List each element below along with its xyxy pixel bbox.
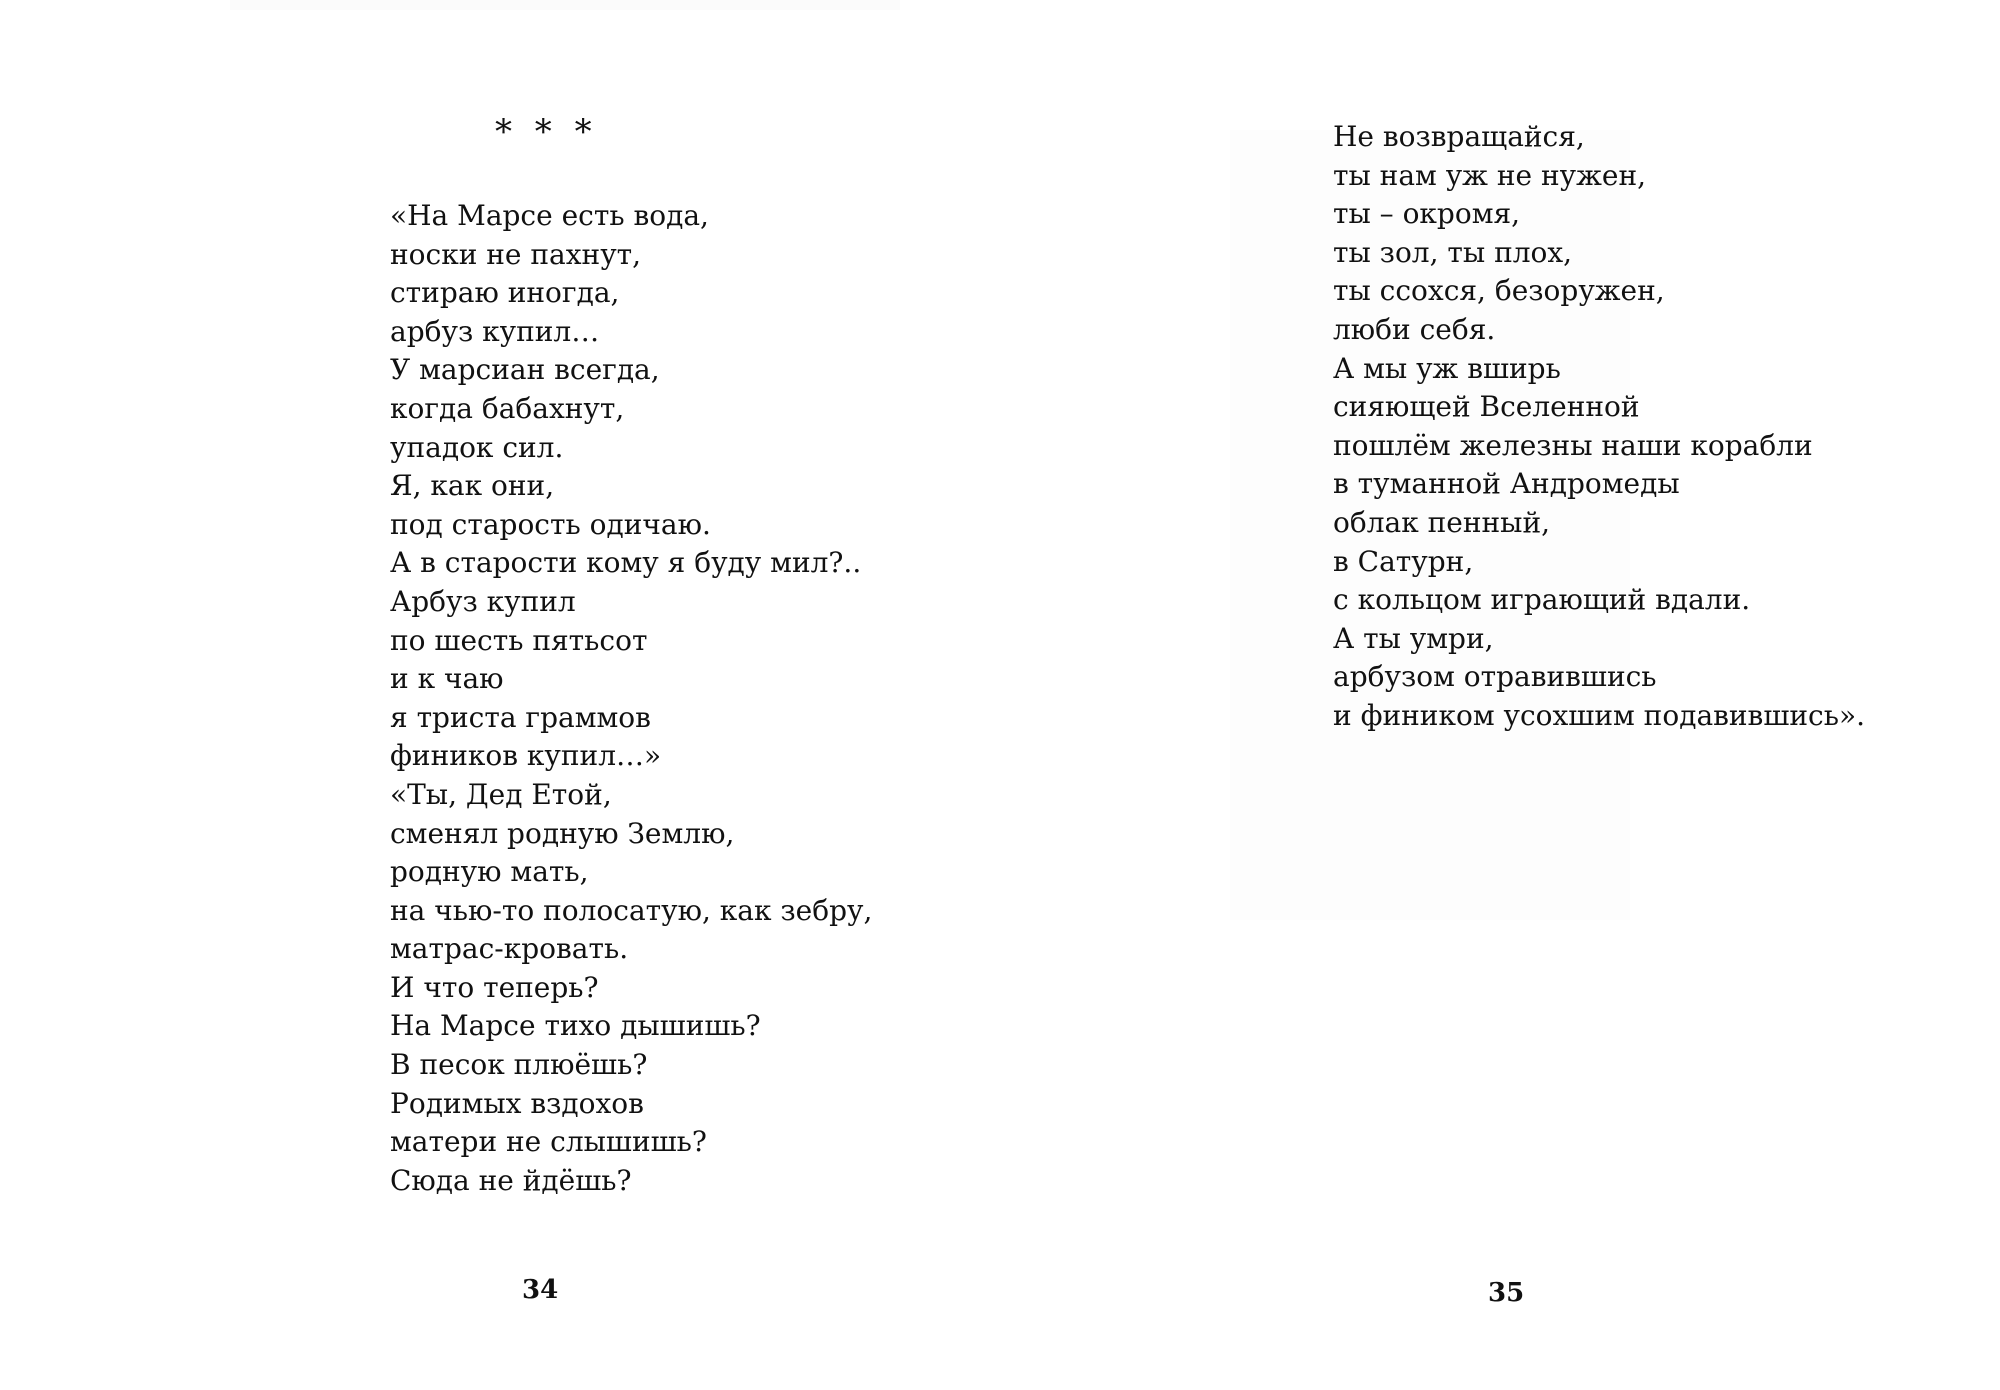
poem-line: в туманной Андромеды — [1333, 467, 1680, 501]
poem-line: ты – окромя, — [1333, 197, 1521, 231]
poem-line: арбуз купил… — [390, 314, 600, 348]
poem-line: А мы уж вширь — [1333, 351, 1561, 385]
poem-line: фиников купил…» — [390, 739, 662, 773]
poem-line: и фиником усохшим подавившись». — [1333, 698, 1865, 732]
poem-line: И что теперь? — [390, 970, 599, 1004]
poem-line: сияющей Вселенной — [1333, 390, 1640, 424]
page-number-right: 35 — [1488, 1278, 1525, 1308]
poem-line: пошлём железны наши корабли — [1333, 428, 1813, 462]
poem-left — [390, 197, 872, 1200]
poem-line: матрас-кровать. — [390, 932, 629, 966]
poem-line: У марсиан всегда, — [390, 353, 660, 387]
poem-line: с кольцом играющий вдали. — [1333, 583, 1751, 617]
poem-line: А в старости кому я буду мил?.. — [390, 546, 862, 580]
poem-line: Я, как они, — [390, 469, 555, 503]
poem-line: когда бабахнут, — [390, 391, 625, 425]
poem-line: Не возвращайся, — [1333, 120, 1585, 153]
poem-line: сменял родную Землю, — [390, 816, 735, 850]
poem-line: ты зол, ты плох, — [1333, 235, 1573, 269]
poem-line: арбузом отравившись — [1333, 660, 1657, 694]
poem-line: матери не слышишь? — [390, 1125, 707, 1159]
poem-line: я триста граммов — [390, 700, 651, 734]
poem-line: «На Марсе есть вода, — [390, 199, 709, 232]
poem-line: по шесть пятьсот — [390, 623, 648, 657]
poem-line: и к чаю — [390, 662, 504, 696]
section-separator: * * * — [495, 112, 598, 152]
right-page — [1000, 0, 2000, 1390]
poem-line: На Марсе тихо дышишь? — [390, 1009, 761, 1043]
poem-line: носки не пахнут, — [390, 237, 642, 271]
poem-line: ты нам уж не нужен, — [1333, 158, 1647, 192]
poem-line: на чью-то полосатую, как зебру, — [390, 893, 873, 927]
poem-line: под старость одичаю. — [390, 507, 711, 541]
poem-line: Родимых вздохов — [390, 1086, 644, 1120]
poem-line: ты ссохся, безоружен, — [1333, 274, 1665, 308]
poem-line: облак пенный, — [1333, 505, 1550, 539]
poem-line: стираю иногда, — [390, 276, 620, 310]
poem-line: «Ты, Дед Етой, — [390, 777, 612, 811]
poem-line: В песок плюёшь? — [390, 1048, 648, 1082]
poem-line: Сюда не йдёшь? — [390, 1163, 632, 1197]
poem-line: А ты умри, — [1333, 621, 1494, 655]
poem-line: родную мать, — [390, 855, 589, 889]
poem-line: упадок сил. — [390, 430, 564, 464]
poem-right — [1333, 118, 1865, 736]
poem-line: люби себя. — [1333, 312, 1496, 346]
poem-line: в Сатурн, — [1333, 544, 1474, 578]
poem-line: Арбуз купил — [390, 584, 576, 618]
page-number-left: 34 — [522, 1275, 559, 1305]
